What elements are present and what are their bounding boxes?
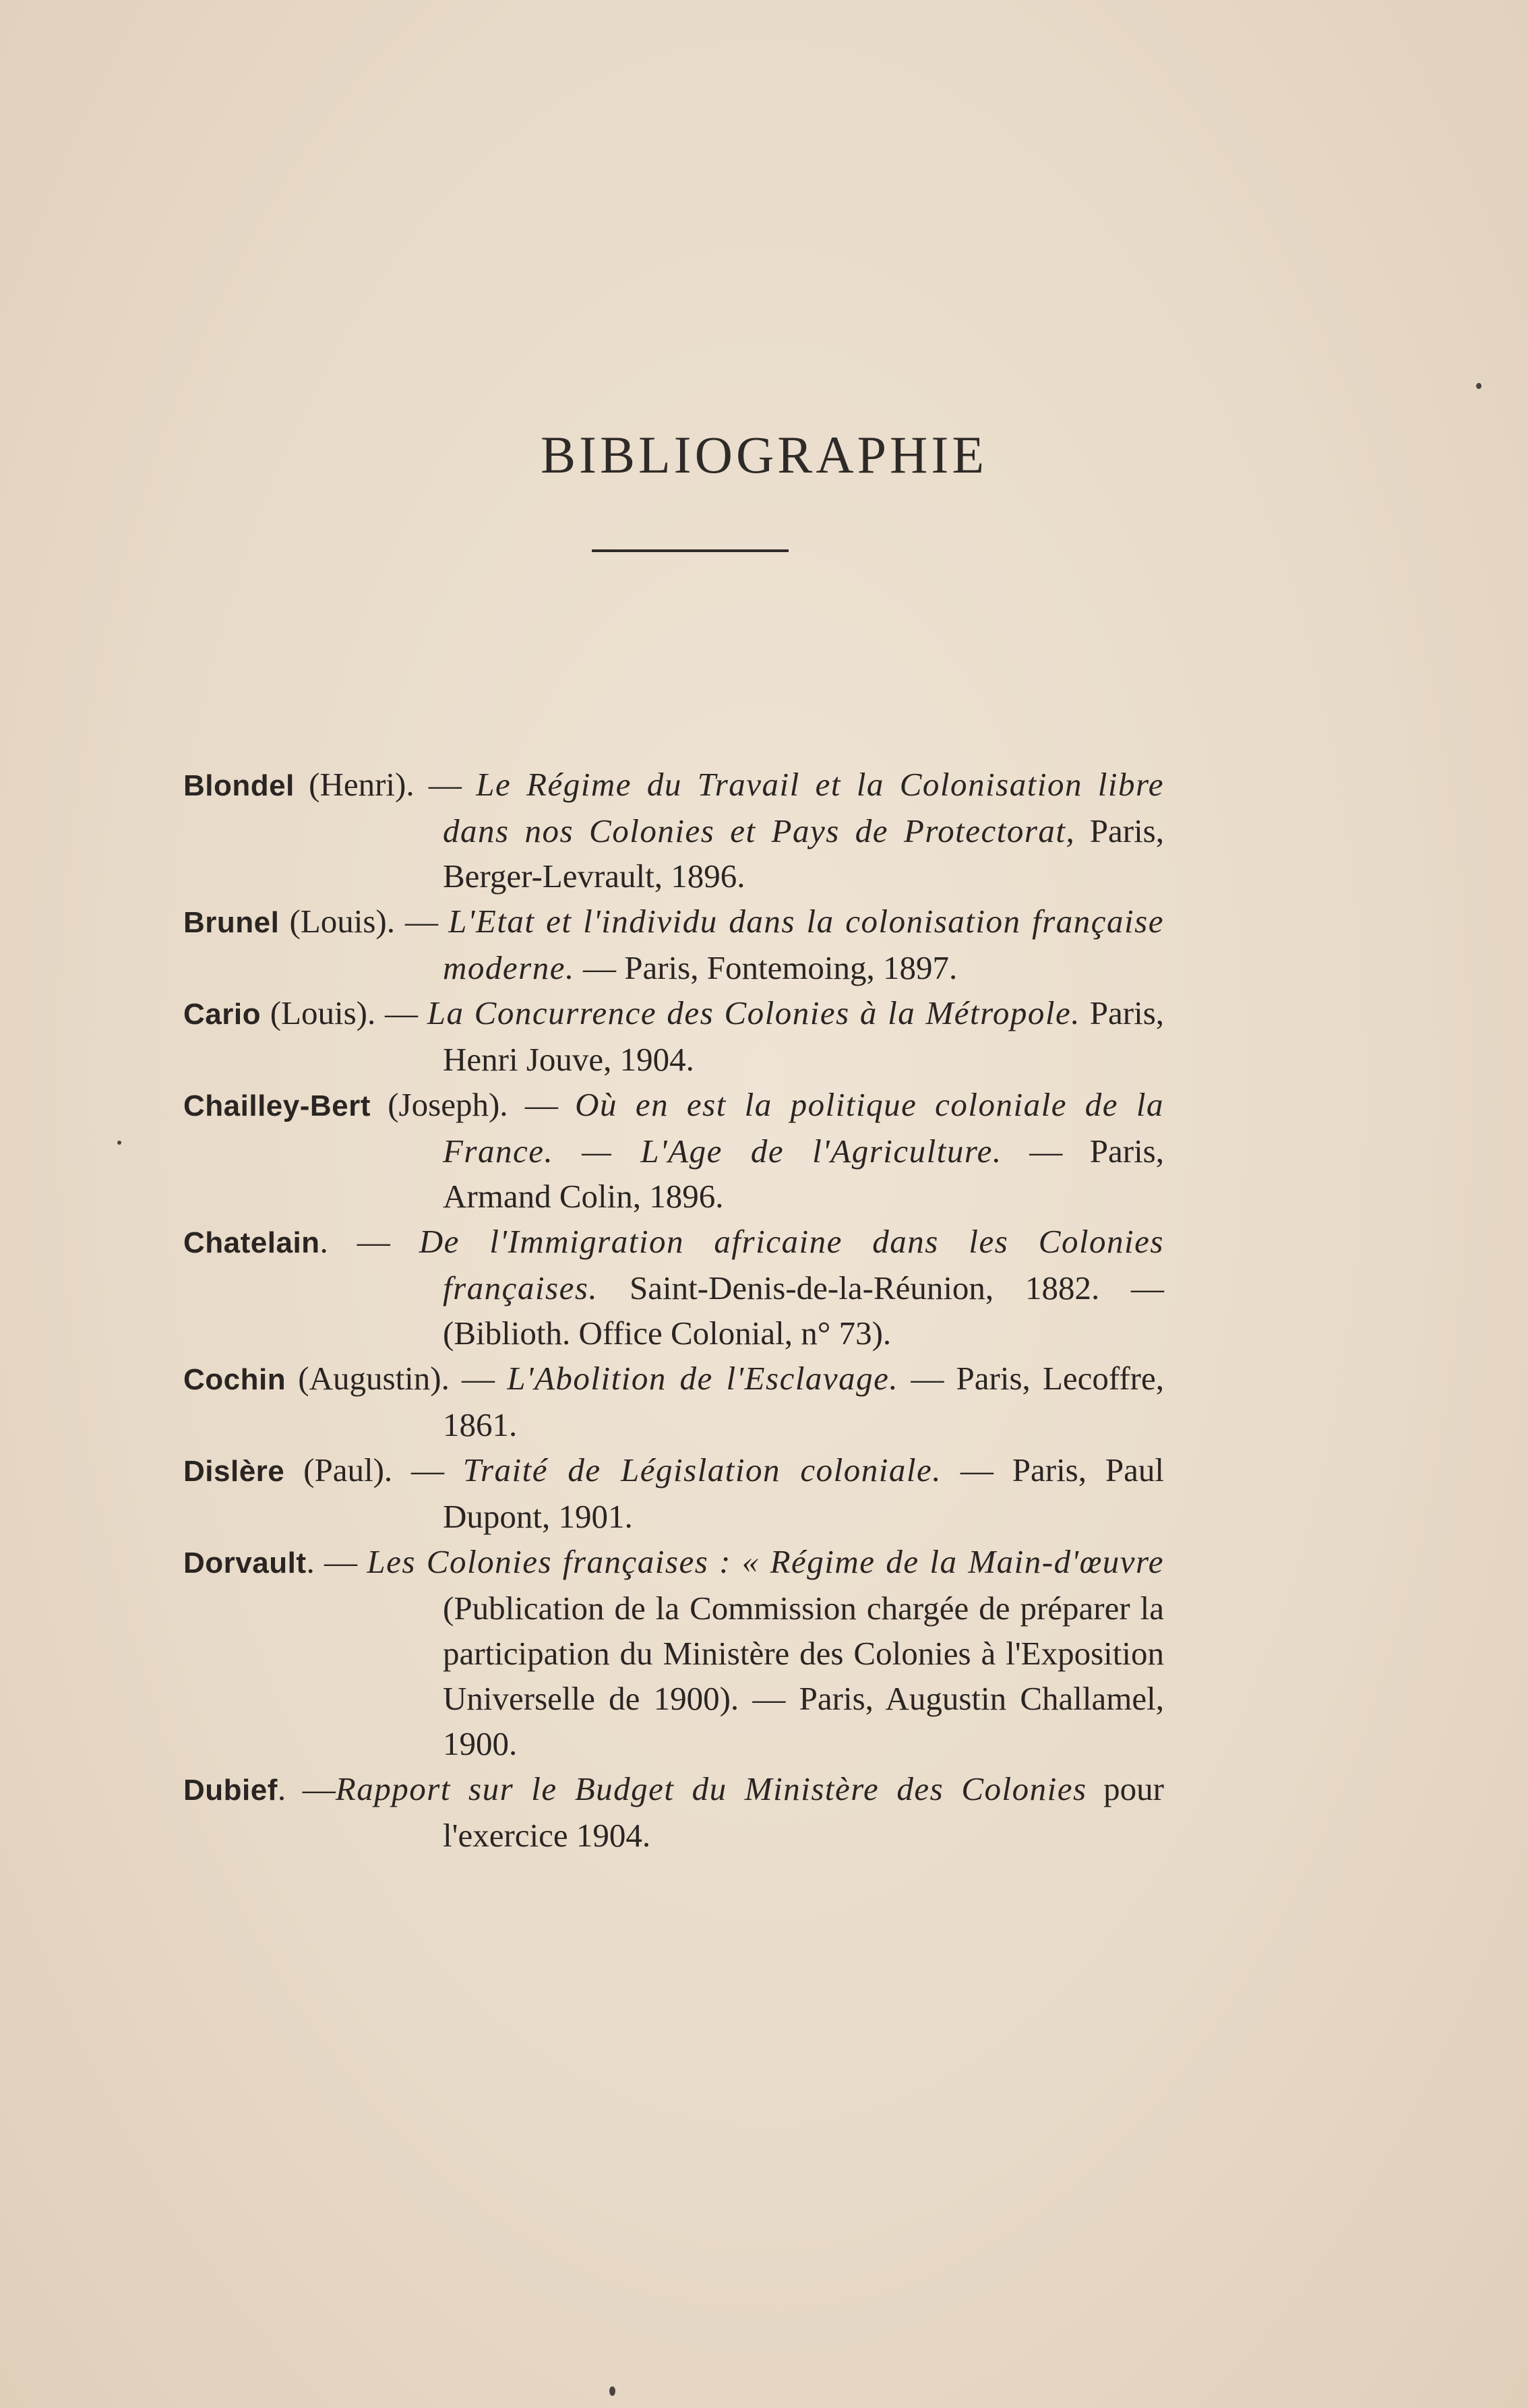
entry-work-title: Traité de Législation coloniale. [462,1451,942,1488]
entry-work-title: Où en est la politique coloniale de la France. — L'Age de l'Agriculture. [443,1086,1164,1170]
entry-given-name: (Paul). — [284,1451,463,1488]
entry-given-name: (Louis). — [260,994,427,1031]
bibliography-list [183,762,1164,1858]
entry-publication: Paris, Henri Jouve, 1904. [443,994,1165,1078]
bibliography-entry [183,899,1164,990]
entry-given-name: (Henri). — [294,766,477,803]
entry-work-title: Rapport sur le Budget du Ministère des Colonies [335,1770,1087,1807]
entry-publication: — Paris, Paul Dupont, 1901. [443,1451,1164,1535]
page-title: BIBLIOGRAPHIE [541,425,987,484]
entry-author: Dorvault [183,1546,307,1579]
entry-given-name: (Joseph). — [370,1086,576,1123]
bibliography-entry [183,1219,1164,1356]
paper-speck [117,1141,121,1145]
entry-publication: — Paris, Armand Colin, 1896. [443,1133,1164,1215]
entry-work-title: De l'Immigration africaine dans les Colonies françaises. [419,1223,1164,1306]
entry-publication: pour l'exercice 1904. [443,1770,1164,1854]
entry-work-title: Les Colonies françaises : « Régime de la Main-d'œuvre [367,1543,1164,1580]
entry-given-name: (Augustin). — [286,1360,508,1397]
entry-author: Cario [183,998,261,1031]
paper-speck [609,2386,615,2396]
entry-given-name: (Louis). — [279,903,449,940]
entry-publication: — Paris, Fontemoing, 1897. [574,949,958,986]
entry-author: Cochin [183,1363,286,1396]
entry-given-name: . — [319,1223,419,1260]
bibliography-entry [183,1356,1164,1447]
bibliography-entry [183,1447,1164,1539]
bibliography-entry [183,1539,1164,1766]
entry-work-title: Le Régime du Travail et la Colonisation libre dans nos Colonies et Pays de Protectorat, [443,766,1164,849]
entry-author: Chailley-Bert [183,1089,371,1122]
entry-author: Brunel [183,906,280,939]
entry-author: Blondel [183,769,295,802]
bibliography-entry [183,762,1164,899]
bibliography-entry [183,1082,1164,1219]
entry-work-title: L'Abolition de l'Esclavage. [507,1360,899,1397]
entry-publication: — Paris, Lecoffre, 1861. [443,1360,1164,1443]
entry-author: Chatelain [183,1226,320,1259]
bibliography-entry [183,1766,1164,1858]
bibliography-entry [183,990,1164,1082]
paper-speck [1476,383,1481,389]
entry-author: Dubief [183,1774,278,1807]
entry-given-name: . — [306,1543,367,1580]
entry-publication: Paris, Berger-Levrault, 1896. [443,812,1164,895]
entry-work-title: L'Etat et l'individu dans la colonisation française moderne. [443,903,1164,986]
entry-author: Dislère [183,1455,285,1488]
entry-work-title: La Concurrence des Colonies à la Métropole. [427,994,1081,1031]
entry-publication: (Publication de la Commission chargée de préparer la participation du Ministère des Colonies à l'Exposition Universelle de 1900). — Paris, Augustin Challamel, 1900. [443,1590,1164,1762]
entry-given-name: . — [277,1770,336,1807]
entry-publication: Saint-Denis-de-la-Réunion, 1882. — (Biblioth. Office Colonial, n° 73). [443,1269,1164,1352]
title-rule [592,549,789,552]
